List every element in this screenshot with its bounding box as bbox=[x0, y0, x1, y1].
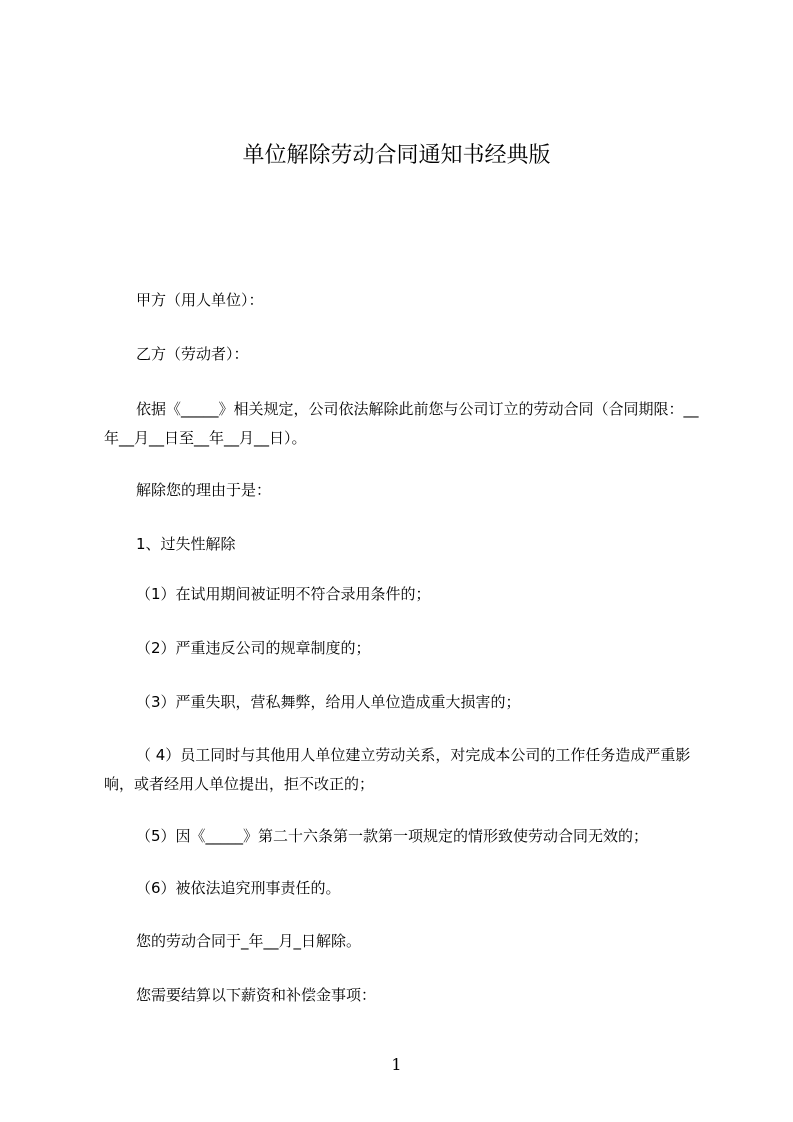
page-number: 1 bbox=[391, 1055, 402, 1074]
document-title: 单位解除劳动合同通知书经典版 bbox=[242, 143, 551, 168]
settlement-heading: 您需要结算以下薪资和补偿金事项： bbox=[136, 986, 377, 1004]
legal-basis-paragraph: 依据《_____》相关规定，公司依法解除此前您与公司订立的劳动合同（合同期限：__年__月__日至__年__月__日）。 bbox=[104, 400, 699, 447]
termination-date-line: 您的劳动合同于_年__月_日解除。 bbox=[136, 932, 362, 950]
reason-item-6: （6）被依法追究刑事责任的。 bbox=[136, 879, 341, 897]
party-b-line: 乙方（劳动者）： bbox=[136, 345, 249, 363]
reason-item-1: （1）在试用期间被证明不符合录用条件的； bbox=[136, 585, 431, 603]
reasons-heading: 解除您的理由于是： bbox=[136, 481, 272, 499]
reason-item-5: （5）因《_____》第二十六条第一款第一项规定的情形致使劳动合同无效的； bbox=[136, 827, 649, 845]
reason-item-2: （2）严重违反公司的规章制度的； bbox=[136, 639, 371, 657]
party-a-line: 甲方（用人单位）： bbox=[136, 291, 264, 309]
section-fault-dismissal: 1、过失性解除 bbox=[136, 535, 236, 553]
reason-item-4: （ 4）员工同时与其他用人单位建立劳动关系，对完成本公司的工作任务造成严重影响，或者经用人单位提出，拒不改正的； bbox=[104, 746, 691, 793]
reason-item-3: （3）严重失职，营私舞弊，给用人单位造成重大损害的； bbox=[136, 693, 521, 711]
